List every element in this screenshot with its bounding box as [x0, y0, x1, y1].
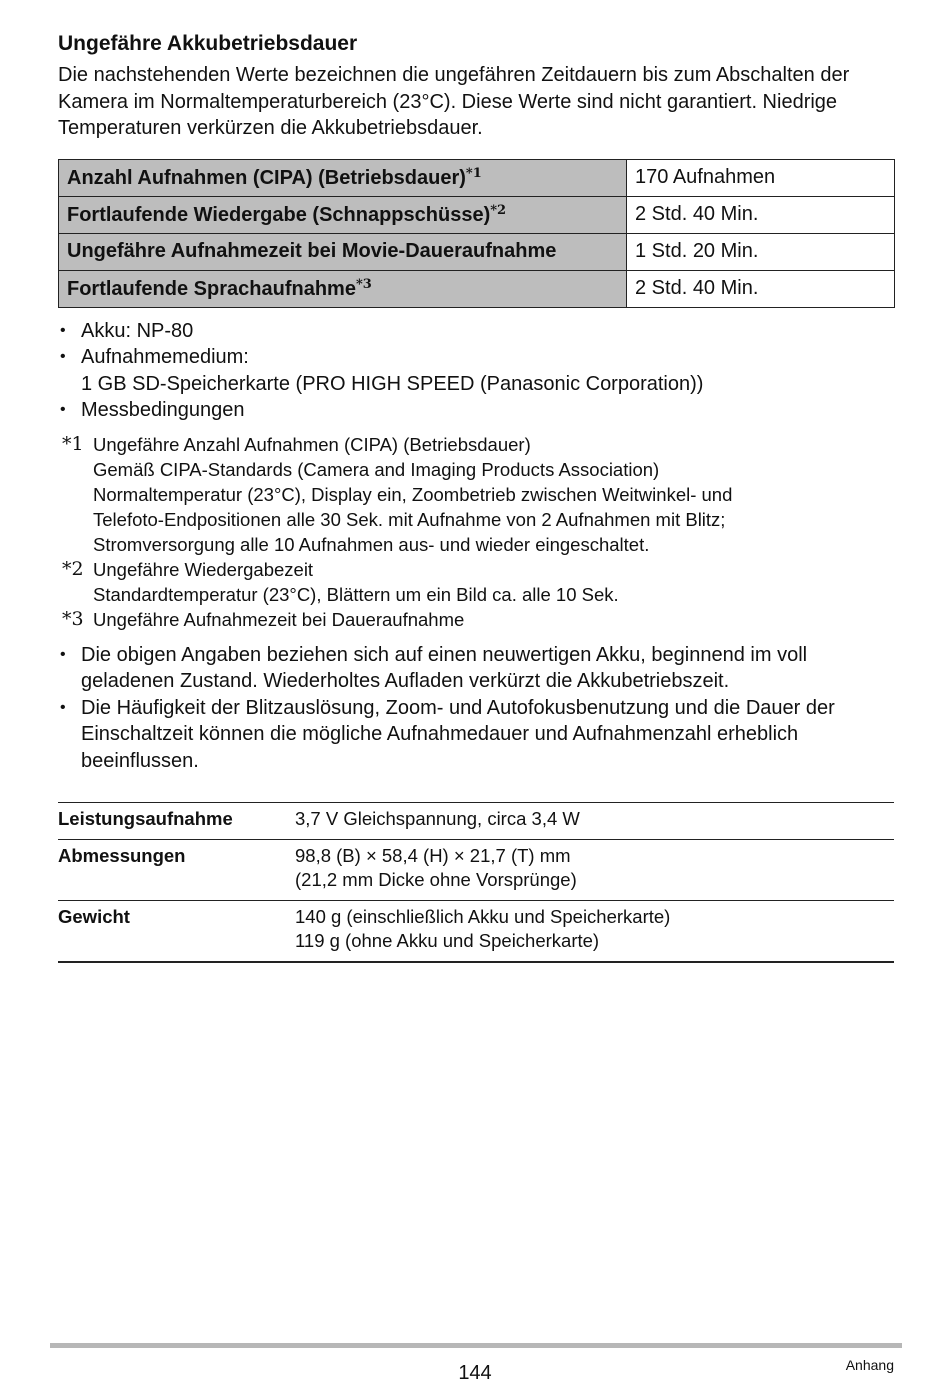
footnote-ref: *3: [355, 276, 372, 292]
spec-value: 119 g (ohne Akku und Speicherkarte): [295, 930, 600, 951]
list-item: • Die obigen Angaben beziehen sich auf einen neuwertigen Akku, beginnend im voll geladenen Zustand. Wiederholtes Aufladen verkürzt die Akkubetriebszeit.: [58, 642, 894, 695]
section-label: Anhang: [845, 1357, 894, 1373]
battery-runtime-table: [58, 159, 895, 308]
footnote-line: Ungefähre Anzahl Aufnahmen (CIPA) (Betriebsdauer): [93, 433, 531, 455]
list-item: [58, 344, 894, 397]
table-row: [59, 270, 895, 307]
footnote-ref: *1: [465, 165, 482, 181]
footnote-line: Normaltemperatur (23°C), Display ein, Zoombetrieb zwischen Weitwinkel- und: [93, 483, 733, 505]
row-label: Ungefähre Aufnahmezeit bei Movie-Daueraufnahme: [67, 240, 557, 262]
footnote-line: Gemäß CIPA-Standards (Camera and Imaging Products Association): [93, 458, 660, 480]
specs-table: [58, 802, 894, 963]
medium-label: Aufnahmemedium:: [81, 346, 249, 368]
remarks-list: [58, 642, 894, 775]
footnote-mark: *3: [62, 607, 84, 630]
footnotes: [58, 432, 894, 632]
footnote-line: Ungefähre Aufnahmezeit bei Daueraufnahme: [93, 608, 465, 630]
list-item: • Messbedingungen: [58, 397, 894, 424]
intro-paragraph: Die nachstehenden Werte bezeichnen die ungefähren Zeitdauern bis zum Abschalten der Kamera im Normaltemperaturbereich (23°C). Diese Werte sind nicht garantiert. Niedrige Temperaturen verkürzen die Akkubetriebsdauer.: [58, 64, 850, 139]
footnote-line: Standardtemperatur (23°C), Blättern um ein Bild ca. alle 10 Sek.: [93, 583, 619, 605]
footnote-mark: *1: [62, 432, 84, 455]
spec-key: Leistungsaufnahme: [58, 803, 295, 840]
medium-value: 1 GB SD-Speicherkarte (PRO HIGH SPEED (Panasonic Corporation)): [81, 372, 704, 395]
footnote-line: Ungefähre Wiedergabezeit: [93, 558, 314, 580]
list-item: • Akku: NP-80: [58, 318, 894, 345]
page-number: 144: [458, 1362, 492, 1384]
footnote-line: Stromversorgung alle 10 Aufnahmen aus- und wieder eingeschaltet.: [93, 533, 650, 555]
row-value: 1 Std. 20 Min.: [627, 233, 895, 270]
footnote-line: Telefoto-Endpositionen alle 30 Sek. mit Aufnahme von 2 Aufnahmen mit Blitz;: [93, 508, 726, 530]
row-value: 2 Std. 40 Min.: [627, 270, 895, 307]
row-label: Anzahl Aufnahmen (CIPA) (Betriebsdauer): [67, 166, 466, 189]
table-row: [58, 901, 894, 963]
footnote-ref: *2: [490, 202, 507, 218]
table-row: [59, 159, 895, 196]
list-item: • Die Häufigkeit der Blitzauslösung, Zoom- und Autofokusbenutzung und die Dauer der Einschaltzeit können die mögliche Aufnahmedauer und Aufnahmenzahl erheblich beeinflussen.: [58, 695, 894, 775]
row-label: Fortlaufende Wiedergabe (Schnappschüsse): [67, 203, 491, 226]
footnote-1: [58, 432, 894, 557]
footer-divider: [50, 1343, 902, 1348]
row-value: 2 Std. 40 Min.: [627, 196, 895, 233]
table-row: [58, 840, 894, 901]
table-row: [59, 196, 895, 233]
footnote-2: [58, 557, 894, 607]
spec-key: Gewicht: [58, 901, 295, 963]
section-title: Ungefähre Akkubetriebsdauer: [58, 32, 358, 55]
spec-value: 3,7 V Gleichspannung, circa 3,4 W: [295, 808, 580, 829]
footnote-mark: *2: [62, 557, 84, 580]
table-row: [59, 233, 895, 270]
row-value: 170 Aufnahmen: [627, 159, 895, 196]
row-label: Fortlaufende Sprachaufnahme: [67, 277, 356, 300]
spec-value: (21,2 mm Dicke ohne Vorsprünge): [295, 869, 577, 890]
footnote-3: [58, 607, 894, 632]
page-content: [58, 30, 894, 963]
spec-value: 98,8 (B) × 58,4 (H) × 21,7 (T) mm: [295, 845, 571, 866]
table-row: [58, 803, 894, 840]
conditions-list: [58, 318, 894, 424]
spec-key: Abmessungen: [58, 840, 295, 901]
spec-value: 140 g (einschließlich Akku und Speicherkarte): [295, 906, 671, 927]
